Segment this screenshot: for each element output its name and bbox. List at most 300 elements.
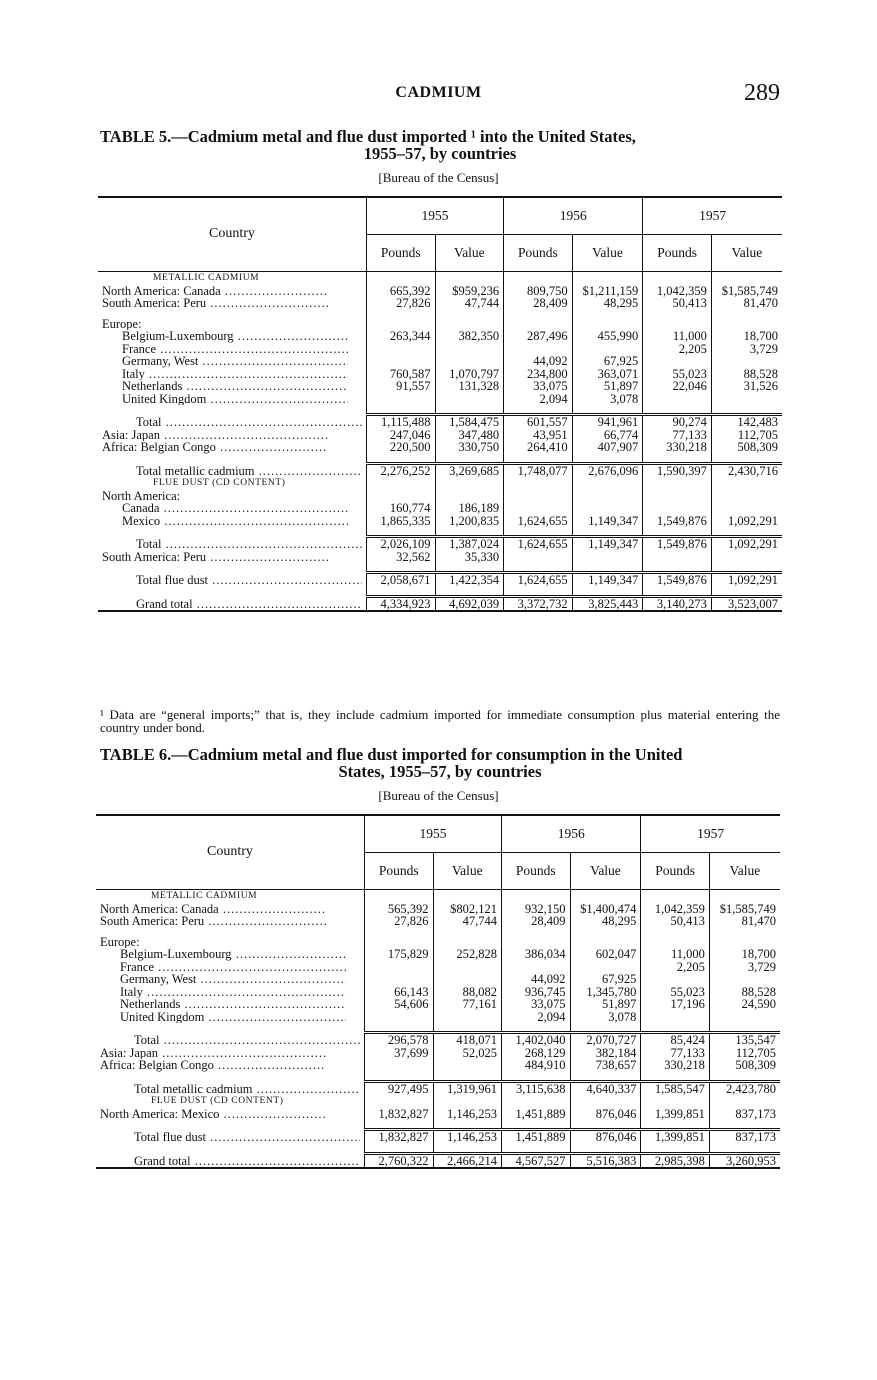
- table-row: [96, 973, 780, 986]
- table-cell: 665,392: [367, 285, 436, 298]
- table-cell: 3,115,638: [502, 1081, 571, 1095]
- table-cell: 35,330: [435, 551, 504, 564]
- table-cell: 1,748,077: [504, 463, 573, 477]
- row-label: South America: Peru .....: [102, 297, 328, 310]
- table-cell: [572, 502, 643, 515]
- table5-value-header: Value: [572, 235, 643, 272]
- table-cell: 837,173: [709, 1130, 780, 1144]
- table-cell: 48,295: [572, 297, 643, 310]
- table-row: [96, 1033, 780, 1047]
- table-row: [96, 948, 780, 961]
- table-cell: 81,470: [709, 915, 780, 928]
- row-label: Total .....: [134, 1034, 360, 1047]
- row-label: Asia: Japan .....: [100, 1047, 326, 1060]
- table-cell: 330,218: [641, 1059, 710, 1072]
- table-cell: 263,344: [367, 330, 436, 343]
- table-cell: 1,387,024: [435, 537, 504, 551]
- table-cell: 43,951: [504, 429, 573, 442]
- table-cell: [433, 973, 502, 986]
- table-cell: [572, 551, 643, 564]
- table6-pounds-header: Pounds: [502, 853, 571, 890]
- table-cell: [643, 393, 712, 406]
- table-cell: 90,274: [643, 415, 712, 429]
- table-cell: 142,483: [711, 415, 782, 429]
- row-label: North America:: [102, 489, 181, 502]
- table-cell: [365, 1011, 434, 1024]
- table-cell: 18,700: [709, 948, 780, 961]
- row-label: Belgium-Luxembourg .....: [122, 330, 348, 343]
- table-row: [96, 1059, 780, 1072]
- table-cell: 50,413: [641, 915, 710, 928]
- table-cell: $1,585,749: [709, 903, 780, 916]
- table-cell: 1,549,876: [643, 515, 712, 528]
- section-heading-row: [96, 890, 780, 903]
- table-cell: 24,590: [709, 998, 780, 1011]
- table-cell: [641, 973, 710, 986]
- table-row: [98, 596, 782, 610]
- table-cell: 234,800: [504, 368, 573, 381]
- table-cell: 936,745: [502, 986, 571, 999]
- table-cell: [643, 551, 712, 564]
- table6-source: [Bureau of the Census]: [378, 788, 499, 803]
- table-cell: 44,092: [504, 355, 573, 368]
- row-spacer: [98, 527, 782, 537]
- table-cell: [641, 1011, 710, 1024]
- table-cell: 264,410: [504, 441, 573, 454]
- table-cell: [504, 502, 573, 515]
- table-cell: 1,399,851: [641, 1108, 710, 1121]
- table-row: [96, 1153, 780, 1167]
- table-cell: 77,161: [433, 998, 502, 1011]
- row-spacer: [98, 587, 782, 597]
- table-cell: 66,774: [572, 429, 643, 442]
- table-cell: 1,584,475: [435, 415, 504, 429]
- table-cell: 3,078: [570, 1011, 641, 1024]
- row-label: Total flue dust .....: [134, 1131, 360, 1144]
- table-cell: 252,828: [433, 948, 502, 961]
- table6-caption-line2: States, 1955–57, by countries: [338, 762, 542, 781]
- table-row: [98, 355, 782, 368]
- table-cell: 2,760,322: [365, 1153, 434, 1167]
- table6-year-header: 1957: [641, 815, 780, 853]
- table5-year-header: 1957: [643, 197, 782, 235]
- table-row: [96, 1108, 780, 1121]
- table-cell: 2,094: [502, 1011, 571, 1024]
- table6-value-header: Value: [433, 853, 502, 890]
- table-cell: [504, 551, 573, 564]
- table-cell: 3,260,953: [709, 1153, 780, 1167]
- table-row: [98, 537, 782, 551]
- table-cell: 1,585,547: [641, 1081, 710, 1095]
- table-cell: 363,071: [572, 368, 643, 381]
- table-cell: 88,528: [709, 986, 780, 999]
- table-row: [98, 343, 782, 356]
- table-cell: 18,700: [711, 330, 782, 343]
- table-cell: 508,309: [711, 441, 782, 454]
- table-cell: 4,692,039: [435, 596, 504, 610]
- row-label: North America: Canada .....: [102, 285, 328, 298]
- table-row: [98, 393, 782, 406]
- table-cell: 11,000: [643, 330, 712, 343]
- table-cell: [643, 355, 712, 368]
- table-cell: [367, 393, 436, 406]
- table-row: [98, 515, 782, 528]
- row-label: Asia: Japan .....: [102, 429, 328, 442]
- table-cell: 508,309: [709, 1059, 780, 1072]
- table5-footnote: ¹ Data are “general imports;” that is, they include cadmium imported for immediate consumption plus material entering the country under bond.: [100, 707, 780, 735]
- table6-caption: [100, 746, 780, 780]
- row-label: Mexico .....: [122, 515, 348, 528]
- table-cell: 175,829: [365, 948, 434, 961]
- table-cell: 837,173: [709, 1108, 780, 1121]
- table5-caption: [100, 128, 780, 162]
- table-cell: 66,143: [365, 986, 434, 999]
- table-cell: 418,071: [433, 1033, 502, 1047]
- table-cell: 28,409: [504, 297, 573, 310]
- table-cell: 88,082: [433, 986, 502, 999]
- table5-country-header: Country: [98, 197, 367, 272]
- table-cell: 77,133: [643, 429, 712, 442]
- row-label: Europe:: [100, 935, 140, 948]
- row-spacer: [98, 454, 782, 464]
- row-spacer: [96, 1023, 780, 1033]
- row-label: United Kingdom .....: [122, 393, 348, 406]
- row-spacer: [96, 928, 780, 936]
- table-cell: 54,606: [365, 998, 434, 1011]
- table-cell: 88,528: [711, 368, 782, 381]
- table-row: [98, 441, 782, 454]
- table5-year-header: 1955: [367, 197, 504, 235]
- table-row: [98, 415, 782, 429]
- table-cell: 1,624,655: [504, 573, 573, 587]
- table-cell: [433, 1059, 502, 1072]
- table-cell: 876,046: [570, 1130, 641, 1144]
- table-cell: 22,046: [643, 380, 712, 393]
- table-cell: [367, 355, 436, 368]
- table-cell: 565,392: [365, 903, 434, 916]
- row-label: Netherlands .....: [120, 998, 346, 1011]
- table5-year-header: 1956: [504, 197, 643, 235]
- table-cell: 1,115,488: [367, 415, 436, 429]
- row-label: Total flue dust .....: [136, 574, 362, 587]
- table-cell: 2,276,252: [367, 463, 436, 477]
- row-spacer: [96, 1072, 780, 1082]
- row-label: Total metallic cadmium .....: [134, 1083, 360, 1096]
- table-cell: 2,058,671: [367, 573, 436, 587]
- table-row: [98, 490, 782, 503]
- table-cell: 941,961: [572, 415, 643, 429]
- table-cell: $1,211,159: [572, 285, 643, 298]
- table-cell: 11,000: [641, 948, 710, 961]
- table-cell: 3,078: [572, 393, 643, 406]
- table-cell: [435, 343, 504, 356]
- table-cell: 37,699: [365, 1047, 434, 1060]
- section-heading: METALLIC CADMIUM: [153, 273, 260, 283]
- section-heading: FLUE DUST (CD CONTENT): [151, 1096, 284, 1106]
- table-cell: 17,196: [641, 998, 710, 1011]
- table-cell: [435, 393, 504, 406]
- table6-year-header: 1955: [365, 815, 502, 853]
- row-label: South America: Peru .....: [102, 551, 328, 564]
- table-cell: 50,413: [643, 297, 712, 310]
- row-spacer: [96, 1144, 780, 1154]
- table-cell: $959,236: [435, 285, 504, 298]
- table-cell: 927,495: [365, 1081, 434, 1095]
- page-number: 289: [744, 80, 780, 106]
- table-cell: 2,430,716: [711, 463, 782, 477]
- table6-year-header: 1956: [502, 815, 641, 853]
- table-cell: 33,075: [504, 380, 573, 393]
- section-heading: METALLIC CADMIUM: [151, 891, 258, 901]
- table-cell: 386,034: [502, 948, 571, 961]
- table-cell: 67,925: [572, 355, 643, 368]
- row-label: South America: Peru .....: [100, 915, 326, 928]
- table-cell: 876,046: [570, 1108, 641, 1121]
- table6-pounds-header: Pounds: [365, 853, 434, 890]
- table-cell: 44,092: [502, 973, 571, 986]
- table-cell: [365, 961, 434, 974]
- section-heading-row: [96, 1095, 780, 1108]
- table-cell: 27,826: [365, 915, 434, 928]
- table-cell: 2,094: [504, 393, 573, 406]
- table-cell: 31,526: [711, 380, 782, 393]
- table-cell: 1,149,347: [572, 515, 643, 528]
- row-label: Grand total .....: [134, 1155, 360, 1168]
- table-cell: 67,925: [570, 973, 641, 986]
- table-cell: 27,826: [367, 297, 436, 310]
- table-cell: [643, 490, 712, 503]
- table-row: [98, 297, 782, 310]
- table6-caption-line1: TABLE 6.—Cadmium metal and flue dust imported for consumption in the United: [100, 745, 683, 764]
- table-cell: 330,750: [435, 441, 504, 454]
- table5-pounds-header: Pounds: [367, 235, 436, 272]
- table-cell: 160,774: [367, 502, 436, 515]
- table-cell: 2,466,214: [433, 1153, 502, 1167]
- table-cell: 1,092,291: [711, 573, 782, 587]
- table-cell: 4,334,923: [367, 596, 436, 610]
- section-heading: FLUE DUST (CD CONTENT): [153, 478, 286, 488]
- table-cell: 1,832,827: [365, 1130, 434, 1144]
- table-cell: 2,070,727: [570, 1033, 641, 1047]
- table-cell: 52,025: [433, 1047, 502, 1060]
- table-cell: 3,729: [709, 961, 780, 974]
- table-cell: 455,990: [572, 330, 643, 343]
- table-cell: [711, 502, 782, 515]
- table-cell: [711, 393, 782, 406]
- table-cell: 2,423,780: [709, 1081, 780, 1095]
- table-cell: 3,372,732: [504, 596, 573, 610]
- table-cell: 760,587: [367, 368, 436, 381]
- table-cell: 1,149,347: [572, 573, 643, 587]
- table-cell: $1,400,474: [570, 903, 641, 916]
- table-cell: 1,832,827: [365, 1108, 434, 1121]
- table-row: [98, 463, 782, 477]
- table5-source: [Bureau of the Census]: [378, 170, 499, 185]
- table-row: [98, 502, 782, 515]
- table-cell: 47,744: [433, 915, 502, 928]
- table-cell: 33,075: [502, 998, 571, 1011]
- table-cell: 1,451,889: [502, 1108, 571, 1121]
- table-cell: 77,133: [641, 1047, 710, 1060]
- table-cell: 220,500: [367, 441, 436, 454]
- table5-pounds-header: Pounds: [643, 235, 712, 272]
- table-cell: 5,516,383: [570, 1153, 641, 1167]
- table-cell: 112,705: [711, 429, 782, 442]
- table-cell: 1,549,876: [643, 573, 712, 587]
- table5: [98, 196, 782, 612]
- table-row: [98, 573, 782, 587]
- table-cell: 4,640,337: [570, 1081, 641, 1095]
- table-cell: [711, 355, 782, 368]
- table-cell: $1,585,749: [711, 285, 782, 298]
- row-label: Total metallic cadmium .....: [136, 465, 362, 478]
- table-cell: 1,149,347: [572, 537, 643, 551]
- table-cell: 2,205: [641, 961, 710, 974]
- table-cell: [504, 490, 573, 503]
- page-running-title: CADMIUM: [395, 84, 482, 101]
- table-cell: [433, 1011, 502, 1024]
- table-cell: 1,590,397: [643, 463, 712, 477]
- table-cell: 1,422,354: [435, 573, 504, 587]
- table-cell: 51,897: [570, 998, 641, 1011]
- table-cell: 247,046: [367, 429, 436, 442]
- table-cell: 85,424: [641, 1033, 710, 1047]
- table-cell: 1,402,040: [502, 1033, 571, 1047]
- table-cell: 484,910: [502, 1059, 571, 1072]
- row-label: Italy .....: [120, 986, 346, 999]
- table-cell: 55,023: [643, 368, 712, 381]
- table-cell: [711, 490, 782, 503]
- table-cell: 2,026,109: [367, 537, 436, 551]
- table-cell: 131,328: [435, 380, 504, 393]
- row-label: France .....: [122, 343, 348, 356]
- table-cell: 1,092,291: [711, 515, 782, 528]
- table-cell: [365, 973, 434, 986]
- table-cell: [367, 343, 436, 356]
- row-spacer: [96, 1120, 780, 1130]
- table5-caption-line2: 1955–57, by countries: [363, 144, 517, 163]
- table-cell: 1,399,851: [641, 1130, 710, 1144]
- table-cell: 28,409: [502, 915, 571, 928]
- row-label: Canada .....: [122, 502, 348, 515]
- table-cell: 47,744: [435, 297, 504, 310]
- row-label: Africa: Belgian Congo .....: [102, 441, 328, 454]
- row-spacer: [98, 405, 782, 415]
- table-cell: 1,624,655: [504, 515, 573, 528]
- table-row: [96, 915, 780, 928]
- row-label: Italy .....: [122, 368, 348, 381]
- row-label: France .....: [120, 961, 346, 974]
- table-cell: 809,750: [504, 285, 573, 298]
- table-cell: 1,146,253: [433, 1108, 502, 1121]
- table-cell: 601,557: [504, 415, 573, 429]
- table6-value-header: Value: [709, 853, 780, 890]
- table-cell: 2,205: [643, 343, 712, 356]
- table-cell: 1,042,359: [643, 285, 712, 298]
- table-row: [98, 380, 782, 393]
- table-row: [96, 1081, 780, 1095]
- table-cell: 268,129: [502, 1047, 571, 1060]
- table-row: [96, 1011, 780, 1024]
- table-cell: 3,825,443: [572, 596, 643, 610]
- table-cell: 1,319,961: [433, 1081, 502, 1095]
- table-cell: [435, 355, 504, 368]
- table-row: [98, 551, 782, 564]
- table-cell: 51,897: [572, 380, 643, 393]
- table-cell: 382,184: [570, 1047, 641, 1060]
- table-cell: 2,985,398: [641, 1153, 710, 1167]
- table-cell: 91,557: [367, 380, 436, 393]
- row-spacer: [98, 310, 782, 318]
- row-label: Europe:: [102, 317, 142, 330]
- table6: [96, 814, 780, 1169]
- table-cell: 1,451,889: [502, 1130, 571, 1144]
- table-cell: 738,657: [570, 1059, 641, 1072]
- table5-value-header: Value: [435, 235, 504, 272]
- table-cell: 602,047: [570, 948, 641, 961]
- table-cell: 1,146,253: [433, 1130, 502, 1144]
- row-label: Total .....: [136, 416, 362, 429]
- table-cell: [572, 490, 643, 503]
- row-label: Netherlands .....: [122, 380, 348, 393]
- row-label: Africa: Belgian Congo .....: [100, 1059, 326, 1072]
- table-row: [96, 961, 780, 974]
- table-cell: [433, 961, 502, 974]
- table-cell: 32,562: [367, 551, 436, 564]
- section-heading-row: [98, 477, 782, 490]
- table-cell: 347,480: [435, 429, 504, 442]
- table-row: [96, 1130, 780, 1144]
- table-cell: 407,907: [572, 441, 643, 454]
- table6-pounds-header: Pounds: [641, 853, 710, 890]
- table-cell: 81,470: [711, 297, 782, 310]
- table-cell: 112,705: [709, 1047, 780, 1060]
- table-cell: 1,345,780: [570, 986, 641, 999]
- table-cell: 1,624,655: [504, 537, 573, 551]
- table-cell: 3,729: [711, 343, 782, 356]
- section-heading-row: [98, 272, 782, 285]
- table-cell: 296,578: [365, 1033, 434, 1047]
- table-cell: 1,549,876: [643, 537, 712, 551]
- table5-value-header: Value: [711, 235, 782, 272]
- table-cell: 1,070,797: [435, 368, 504, 381]
- row-label: United Kingdom .....: [120, 1011, 346, 1024]
- table-cell: [709, 973, 780, 986]
- table-cell: [365, 1059, 434, 1072]
- table-cell: 3,269,685: [435, 463, 504, 477]
- table-cell: 48,295: [570, 915, 641, 928]
- table5-caption-line1: TABLE 5.—Cadmium metal and flue dust imported ¹ into the United States,: [100, 127, 636, 146]
- table-row: [96, 998, 780, 1011]
- table-cell: 1,200,835: [435, 515, 504, 528]
- table-cell: 330,218: [643, 441, 712, 454]
- table-cell: 135,547: [709, 1033, 780, 1047]
- table-cell: 382,350: [435, 330, 504, 343]
- table-cell: 186,189: [435, 502, 504, 515]
- table-cell: 1,042,359: [641, 903, 710, 916]
- table-cell: 3,140,273: [643, 596, 712, 610]
- row-label: North America: Mexico .....: [100, 1108, 326, 1121]
- table-cell: [711, 551, 782, 564]
- table-cell: [643, 502, 712, 515]
- table-cell: 55,023: [641, 986, 710, 999]
- table-cell: 2,676,096: [572, 463, 643, 477]
- row-label: Germany, West .....: [120, 973, 346, 986]
- row-label: Germany, West .....: [122, 355, 348, 368]
- row-label: Belgium-Luxembourg .....: [120, 948, 346, 961]
- table-cell: 1,865,335: [367, 515, 436, 528]
- row-label: Total .....: [136, 538, 362, 551]
